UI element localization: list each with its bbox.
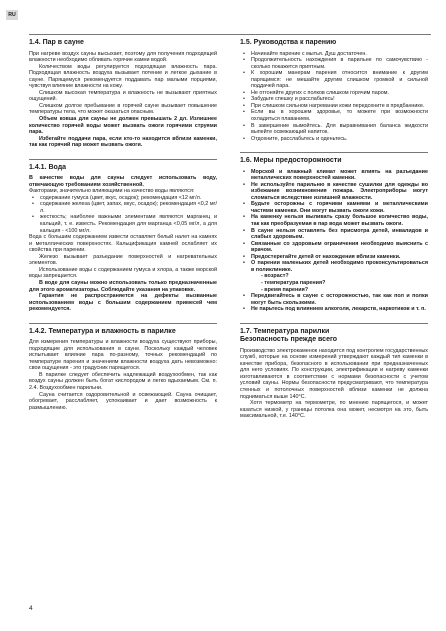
room-temp-paragraph-1: Производство электрокаменок находится под контролем государственных служб, которые на основе измерений утверждают каждый тип каменки в качестве прибора, безопасного в использовании при предназначенных для него условиях. По конструкции, электрификации и нагреву каменки изготавливаются в соответствии с нормами безопасности с учетом условий сауны. Нормы безопасности предусматривают, что температура стенных и потолочных поверхностей вблизи каменки не должна подниматься выше 140°С.: [240, 347, 428, 400]
list-item: - возраст?: [261, 273, 289, 280]
list-item: • Забудьте спешку и расслабьтесь!: [240, 96, 428, 103]
steam-paragraph-4: Слишком долгое пребывание в горячей сауне вызывает повышение температуры тела, что может оказаться опасным.: [29, 102, 217, 116]
room-temp-paragraph-2: Хотя термометр на термометре, по мнению парящегося, и может казаться низкой, у границы потолка она может, несмотря на это, быть максимальной, т.е. 140°С.: [240, 400, 428, 420]
list-item: • Отдохните, расслабьтесь и оденьтесь.: [240, 136, 428, 143]
list-item: • На каменку нельзя выливать сразу большое количество воды, так как преобразуемая в пар вода может вызвать ожоги.: [240, 214, 428, 227]
children-questions-list: [240, 273, 428, 293]
language-badge: RU: [6, 10, 18, 20]
water-warranty-note: Гарантия не распространяется на дефекты вызванные использованием воды с большим содержанием примесей чем рекомендуется.: [29, 293, 217, 313]
water-paragraph-iron: Железо вызывает разъедание поверхностей и нагревательных элементов.: [29, 253, 217, 267]
list-item: • жесткость; наиболее важными элементами являются марганец и кальций, т. е. известь. Рекомендация для марганца <0,05 мг/л, а для кальция - <100 мг/л.: [29, 214, 217, 234]
top-divider: [29, 34, 431, 35]
section-title-precautions: 1.6. Меры предосторожности: [240, 157, 342, 165]
precautions-list: [240, 169, 428, 274]
water-requirement: В качестве воды для сауны следует использовать воду, отвечающую требованиям хозяйственной.: [29, 175, 217, 188]
list-item: • При слишком сильном нагревании кожи передохните в предбаннике.: [240, 103, 428, 110]
section-room-temperature: [240, 323, 428, 420]
water-factors-intro: Факторами, значительно влияющими на качество воды являются:: [29, 188, 195, 195]
section-precautions: [240, 152, 428, 313]
section-title-steam: 1.4. Пар в сауне: [29, 39, 84, 46]
list-item: • В завершение вымойтесь. Для выравнивания баланса жидкости выпейте освежающий напиток.: [240, 123, 428, 136]
list-item: - время парения?: [261, 286, 309, 293]
list-item: • Будьте осторожны с горячими камнями и металлическими частями каменки. Они могут вызвать ожоги кожи.: [240, 201, 428, 214]
list-item: • Не парьтесь под влиянием алкоголя, лекарств, наркотиков и т. п.: [240, 306, 428, 313]
water-factors-list: [29, 195, 217, 234]
list-item: - температура парения?: [261, 279, 326, 286]
list-item: • Предостерегайте детей от нахождения вблизи каменки.: [240, 254, 428, 261]
precautions-list-continued: [240, 293, 428, 313]
right-column: [240, 38, 428, 420]
section-title-bathing-guide: 1.5. Руководства к парению: [240, 39, 337, 46]
bathing-guide-list: [240, 51, 428, 143]
list-item: • К хорошим манерам парения относится внимание к другим парящимся: не мешайте другим слишком громкой и сильной поддачей пара.: [240, 70, 428, 90]
water-aromas-note: В воде для сауны можно использовать только предназначенные для этого ароматизаторы. Соблюдайте указания на упаковке.: [29, 279, 217, 293]
list-item: • Если вы в хорошем здоровье, то можете при возможности охладиться плаванием.: [240, 109, 428, 122]
section-title-temperature-humidity: 1.4.2. Температура и влажность в парилке: [29, 327, 176, 335]
list-item: • Продолжительность нахождения в парильне по самочувствию - сколько покажется приятным.: [240, 57, 428, 70]
section-temperature-humidity: [29, 323, 217, 412]
water-paragraph-humus: Использование воды с содержанием гумуса и хлора, а также морской воды запрещается.: [29, 266, 217, 280]
list-item: • содержание железа (цвет, запах, вкус, осадок); рекомендация <0,2 мг/л.: [29, 201, 217, 214]
list-item: • содержание гумуса (цвет, вкус, осадок); рекомендация <12 мг/л.: [29, 195, 217, 202]
section-steam: [29, 39, 217, 149]
list-item: • Не используйте парильню в качестве сушилки для одежды во избежание возникновения пожара. Электроприборы могут сломаться вследствие излишней влажности.: [240, 182, 428, 202]
temp-paragraph-1: Для измерения температуры и влажности воздуха существуют приборы, подходящие для использования в сауне. Поскольку каждый человек испытывает влияние пара по-разному, точных рекомендаций по температуре парения и значениям влажности воздуха дать невозможно: свои ощущения - это градусник парящегося.: [29, 339, 217, 372]
left-column: [29, 38, 217, 411]
temp-paragraph-2: В парилке следует обеспечить надлежащий воздухообмен, так как воздух сауны должен быть богат кислородом и легко вдыхаемым. См. п. 2.4. Воздухообмен парильни.: [29, 371, 217, 392]
list-item: • Передвигайтесь в сауне с осторожностью, так как пол и полки могут быть скользкими.: [240, 293, 428, 306]
section-title-room-temperature: 1.7. Температура парилки: [240, 327, 330, 335]
section-water: [29, 159, 217, 313]
steam-paragraph-1: При нагреве воздух сауны высыхает, поэтому для получения подходящей влажности необходимо обливать горячие камни водой.: [29, 50, 217, 64]
section-subtitle-safety: Безопасность прежде всего: [240, 336, 338, 344]
steam-warning-burns: Избегайте поддачи пара, если кто-то находится вблизи каменки, так как горячий пар может вызвать ожоги.: [29, 135, 217, 149]
temp-paragraph-3: Сауна считается оздоровительной и освежающей. Сауна очищает, обогревает, расслабляет, успокаивает и дает возможность к размышлению.: [29, 391, 217, 411]
section-bathing-guide: [240, 39, 428, 142]
section-title-water: 1.4.1. Вода: [29, 163, 67, 171]
list-item: • Морской и влажный климат может влиять на разъедание металлических поверхностей каменки.: [240, 169, 428, 182]
steam-warning-ladle: Объем ковша для сауны не должен превышать 2 дл. Излишнее количество горячей воды может вызвать ожоги горячими струями пара.: [29, 115, 217, 136]
steam-paragraph-2: Количеством воды регулируется подходящая влажность пара. Подходящая влажность воздуха вызывает потение и легкое дыхание в сауне. Парящемуся рекомендуется поддавать пар малыми порциями, чувствуя влияние влажности на кожу.: [29, 63, 217, 90]
list-item: • В сауне нельзя оставлять без присмотра детей, инвалидов и слабых здоровьем.: [240, 228, 428, 241]
list-item: • Не отгоняйте других с полков слишком горячим паром.: [240, 90, 428, 97]
steam-paragraph-3: Слишком высокая температура и влажность не вызывают приятных ощущений.: [29, 89, 217, 103]
list-item: • Связанные со здоровьем ограничения необходимо выяснить с врачом.: [240, 241, 428, 254]
list-item: • Начинайте парение с мытья. Душ достаточен.: [240, 51, 428, 58]
list-item: • О парении маленьких детей необходимо проконсультироваться в поликлинике.: [240, 260, 428, 273]
water-paragraph-lime: Вода с большим содержанием извести оставляет белый налет на камнях и металлических поверхностях. Кальцификация камней ослабляет их свойства при парении.: [29, 234, 217, 254]
page-number: 4: [29, 605, 33, 612]
